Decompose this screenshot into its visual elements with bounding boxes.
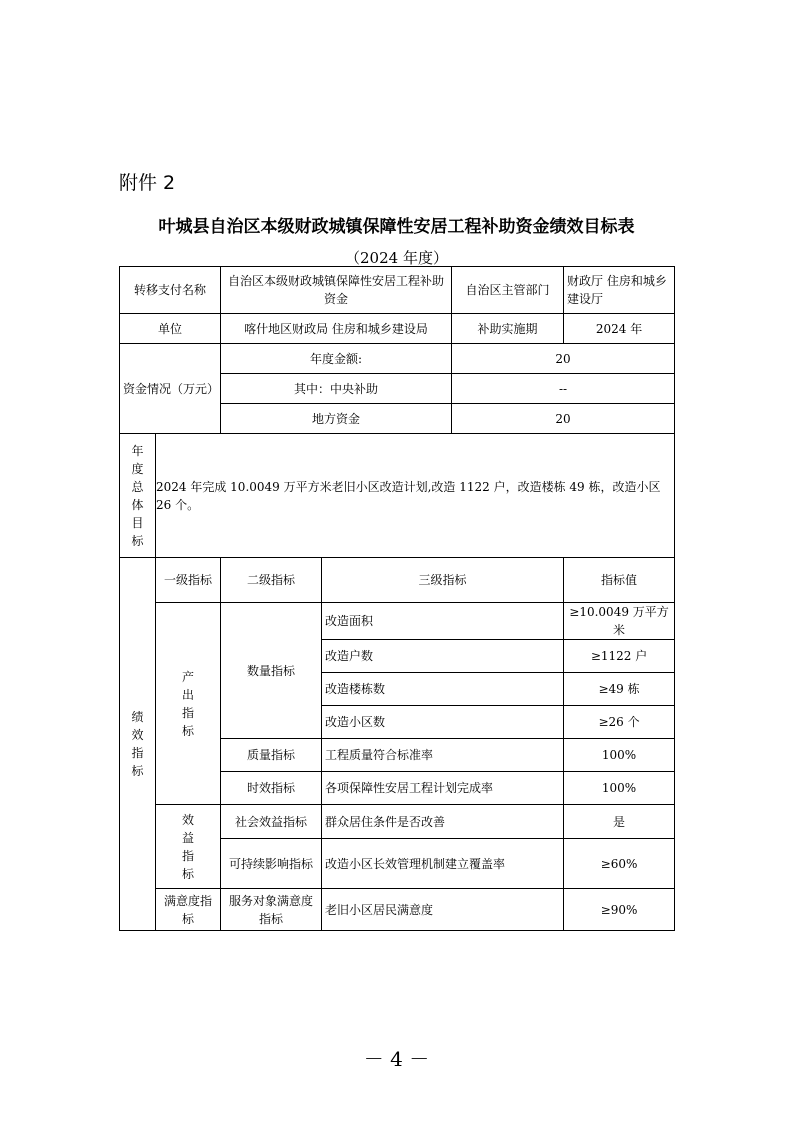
header-value: 指标值	[564, 558, 675, 603]
central-subsidy-label: 其中：中央补助	[221, 374, 452, 404]
overall-goal-text: 2024 年完成 10.0049 万平方米老旧小区改造计划,改造 1122 户，改造楼栋 49 栋，改造小区 26 个。	[156, 434, 675, 558]
local-fund-label: 地方资金	[221, 404, 452, 434]
sustainable-impact-label: 可持续影响指标	[221, 839, 322, 889]
annual-amount-value: 20	[452, 344, 675, 374]
indicator-name: 工程质量符合标准率	[322, 739, 564, 772]
header-level3: 三级指标	[322, 558, 564, 603]
indicator-value: ≥90%	[564, 889, 675, 931]
indicator-value: ≥60%	[564, 839, 675, 889]
social-benefit-label: 社会效益指标	[221, 805, 322, 839]
output-indicator-label: 产 出 指 标	[156, 603, 221, 805]
period-value: 2024 年	[564, 314, 675, 344]
fund-name-value: 自治区本级财政城镇保障性安居工程补助资金	[221, 267, 452, 314]
perf-header-row	[120, 558, 675, 603]
performance-target-table	[119, 266, 675, 931]
attachment-label: 附件 2	[119, 172, 176, 194]
annual-amount-label: 年度金额:	[221, 344, 452, 374]
fund-annual-row	[120, 344, 675, 374]
central-subsidy-value: --	[452, 374, 675, 404]
indicator-name: 改造楼栋数	[322, 673, 564, 706]
unit-label: 单位	[120, 314, 221, 344]
page-number: － 4 －	[363, 1047, 430, 1071]
indicator-value: 100%	[564, 772, 675, 805]
document-title: 叶城县自治区本级财政城镇保障性安居工程补助资金绩效目标表	[158, 217, 635, 237]
indicator-name: 老旧小区居民满意度	[322, 889, 564, 931]
table-row	[120, 889, 675, 931]
fund-name-label: 转移支付名称	[120, 267, 221, 314]
fund-situation-label: 资金情况（万元）	[120, 344, 221, 434]
indicator-value: ≥1122 户	[564, 640, 675, 673]
benefit-indicator-label: 效 益 指 标	[156, 805, 221, 889]
overall-goal-row	[120, 434, 675, 558]
header-level2: 二级指标	[221, 558, 322, 603]
local-fund-value: 20	[452, 404, 675, 434]
dept-value: 财政厅 住房和城乡建设厅	[564, 267, 675, 314]
perf-indicator-label: 绩 效 指 标	[120, 558, 156, 931]
indicator-name: 改造小区数	[322, 706, 564, 739]
unit-row	[120, 314, 675, 344]
header-level1: 一级指标	[156, 558, 221, 603]
document-year: （2024 年度）	[345, 249, 448, 267]
indicator-value: ≥26 个	[564, 706, 675, 739]
indicator-name: 改造户数	[322, 640, 564, 673]
unit-value: 喀什地区财政局 住房和城乡建设局	[221, 314, 452, 344]
indicator-value: 100%	[564, 739, 675, 772]
indicator-value: ≥49 栋	[564, 673, 675, 706]
indicator-name: 改造面积	[322, 603, 564, 640]
table-row	[120, 603, 675, 640]
period-label: 补助实施期	[452, 314, 564, 344]
indicator-name: 群众居住条件是否改善	[322, 805, 564, 839]
dept-label: 自治区主管部门	[452, 267, 564, 314]
fund-name-row	[120, 267, 675, 314]
overall-goal-label: 年 度 总 体 目 标	[120, 434, 156, 558]
indicator-value: 是	[564, 805, 675, 839]
indicator-name: 改造小区长效管理机制建立覆盖率	[322, 839, 564, 889]
indicator-name: 各项保障性安居工程计划完成率	[322, 772, 564, 805]
quality-indicator-label: 质量指标	[221, 739, 322, 772]
indicator-value: ≥10.0049 万平方米	[564, 603, 675, 640]
time-indicator-label: 时效指标	[221, 772, 322, 805]
table-row	[120, 805, 675, 839]
satisfaction-indicator-label: 满意度指标	[156, 889, 221, 931]
quantity-indicator-label: 数量指标	[221, 603, 322, 739]
service-satisfaction-label: 服务对象满意度指标	[221, 889, 322, 931]
